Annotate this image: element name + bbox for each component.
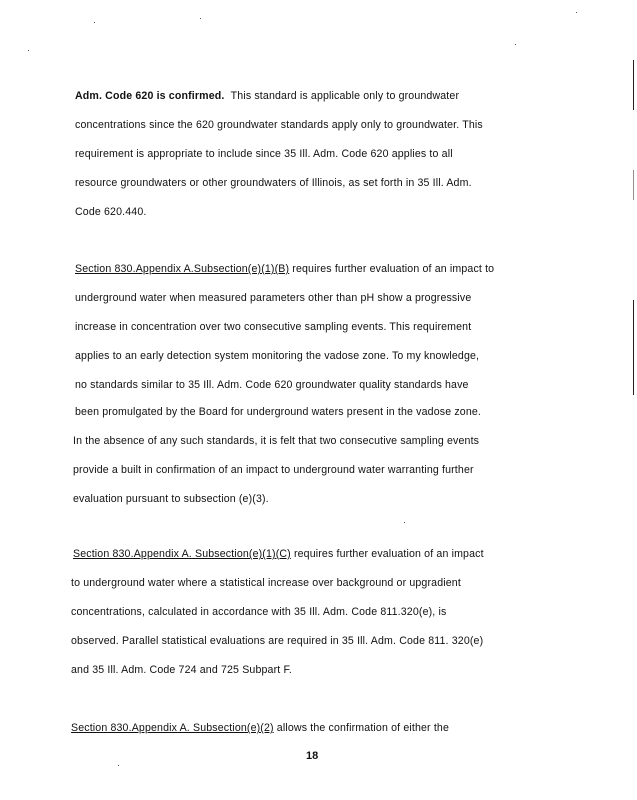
scan-edge-mark (633, 170, 634, 200)
para3-line4: observed. Parallel statistical evaluations are required in 35 Ill. Adm. Code 811. 320(e) (71, 635, 484, 647)
para2-line8: provide a built in confirmation of an impact to underground water warranting further (73, 464, 474, 476)
para3-line3: concentrations, calculated in accordance with 35 Ill. Adm. Code 811.320(e), is (71, 606, 447, 618)
section-reference: Section 830.Appendix A.Subsection(e)(1)(B) (75, 263, 290, 275)
page-number: 18 (306, 750, 319, 762)
para1-line5: Code 620.440. (75, 206, 147, 218)
scan-speck (515, 44, 516, 45)
para2-line7: In the absence of any such standards, it is felt that two consecutive sampling events (73, 435, 480, 447)
para3-line2: to underground water where a statistical increase over background or upgradient (71, 577, 461, 589)
para2-line6: been promulgated by the Board for underground waters present in the vadose zone. (75, 406, 481, 418)
para3-line1 (73, 547, 484, 561)
scan-speck (200, 18, 201, 19)
scan-speck (404, 522, 405, 523)
para1-line2: concentrations since the 620 groundwater standards apply only to groundwater. This (75, 119, 483, 131)
para4-line1 (71, 721, 449, 735)
para1-line3: requirement is appropriate to include since 35 Ill. Adm. Code 620 applies to all (75, 148, 453, 160)
scan-speck (576, 12, 577, 13)
para2-line1-rest: requires further evaluation of an impact to (289, 263, 495, 275)
para1-line1 (75, 89, 459, 103)
scan-speck (118, 765, 119, 766)
para2-line4: applies to an early detection system monitoring the vadose zone. To my knowledge, (75, 350, 480, 362)
para2-line5: no standards similar to 35 Ill. Adm. Code 620 groundwater quality standards have (75, 379, 469, 391)
section-reference: Section 830.Appendix A. Subsection(e)(2) (71, 722, 274, 734)
section-reference: Section 830.Appendix A. Subsection(e)(1)(C) (73, 548, 291, 560)
scan-edge-mark (633, 60, 634, 110)
para2-line3: increase in concentration over two consecutive sampling events. This requirement (75, 321, 472, 333)
scan-speck (94, 22, 95, 23)
para2-line1 (75, 262, 494, 276)
para2-line2: underground water when measured parameters other than pH show a progressive (75, 292, 472, 304)
para1-line1-a: Adm. Code 620 is confirmed. (75, 90, 225, 102)
para2-line9: evaluation pursuant to subsection (e)(3). (73, 493, 269, 505)
para4-line1-rest: allows the confirmation of either the (273, 722, 449, 734)
para3-line1-rest: requires further evaluation of an impact (290, 548, 484, 560)
scan-speck (28, 50, 29, 51)
scan-edge-mark (633, 300, 634, 395)
para3-line5: and 35 Ill. Adm. Code 724 and 725 Subpart F. (71, 664, 292, 676)
para1-line4: resource groundwaters or other groundwaters of Illinois, as set forth in 35 Ill. Adm. (75, 177, 472, 189)
para1-line1-b: This standard is applicable only to groundwater (230, 90, 460, 102)
